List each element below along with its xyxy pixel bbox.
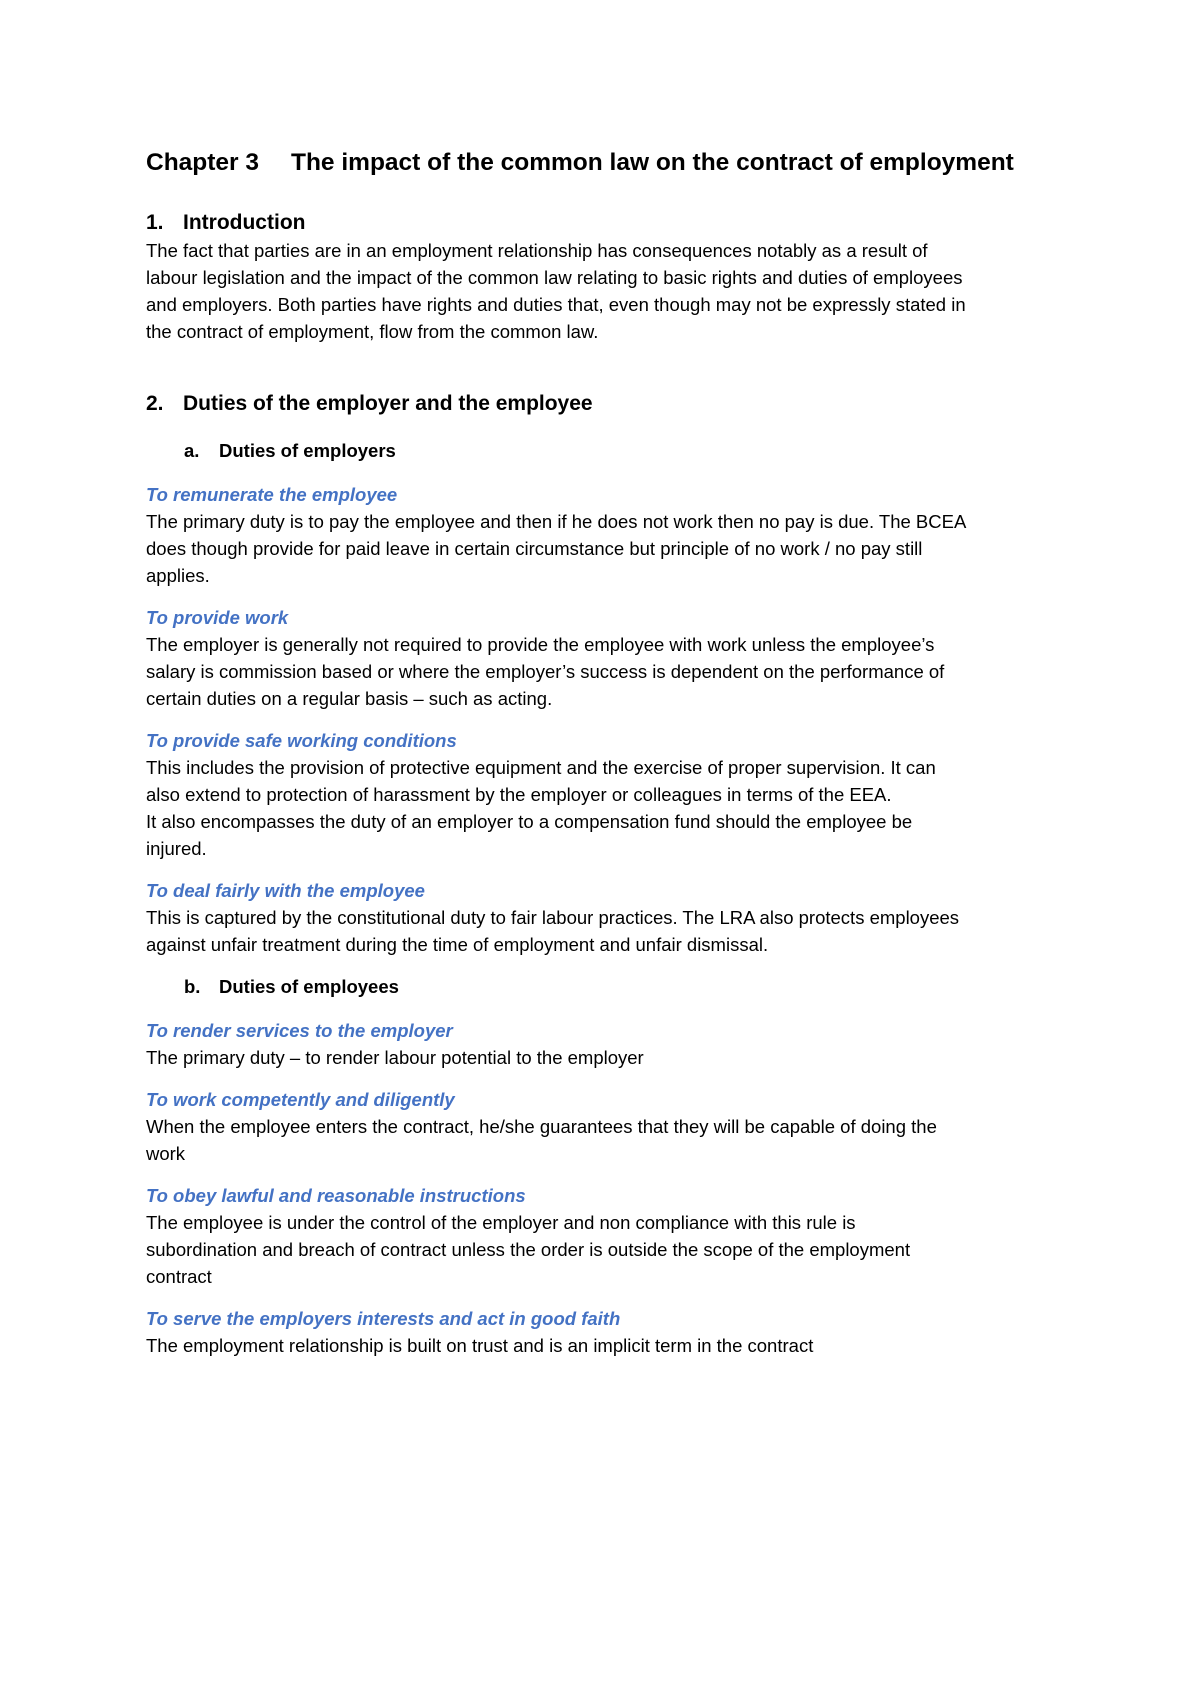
subsection-heading-employers: a. Duties of employers bbox=[184, 440, 396, 461]
duty-item: To render services to the employer The primary duty – to render labour potential to the employer bbox=[146, 1018, 1066, 1071]
duty-title: To provide work bbox=[146, 607, 289, 628]
document-page bbox=[146, 145, 1066, 1359]
duty-item: To provide safe working conditions This includes the provision of protective equipment and the exercise of proper supervision. It can also extend to protection of harassment by the employer or colleagues in terms of the EEA. It also encompasses the duty of an employer to a compensation fund should the employee be injured. bbox=[146, 728, 1066, 862]
duty-item: To provide work The employer is generally not required to provide the employee with work unless the employee’s salary is commission based or where the employer’s success is dependent on the performance of certain duties on a regular basis – such as acting. bbox=[146, 605, 1066, 712]
chapter-heading: The impact of the common law on the contract of employment bbox=[291, 149, 1014, 176]
duty-title: To remunerate the employee bbox=[146, 484, 398, 505]
duty-title: To deal fairly with the employee bbox=[146, 880, 425, 901]
subsection-heading-employees: b. Duties of employees bbox=[184, 976, 399, 997]
duty-title: To provide safe working conditions bbox=[146, 730, 457, 751]
duty-title: To render services to the employer bbox=[146, 1020, 453, 1041]
duty-title: To serve the employers interests and act in good faith bbox=[146, 1308, 621, 1329]
duty-title: To work competently and diligently bbox=[146, 1089, 455, 1110]
duty-item: To deal fairly with the employee This is captured by the constitutional duty to fair labour practices. The LRA also protects employees against unfair treatment during the time of employment and unfair dismissal. bbox=[146, 878, 1066, 958]
chapter-number: Chapter 3 bbox=[146, 149, 260, 176]
chapter-title bbox=[146, 145, 1066, 181]
duty-item: To work competently and diligently When the employee enters the contract, he/she guarantees that they will be capable of doing the work bbox=[146, 1087, 1066, 1167]
duty-title: To obey lawful and reasonable instructions bbox=[146, 1185, 526, 1206]
introduction-paragraph: The fact that parties are in an employment relationship has consequences notably as a result of labour legislation and the impact of the common law relating to basic rights and duties of employees and employers. Both parties have rights and duties that, even though may not be expressly stated in the contract of employment, flow from the common law. bbox=[146, 240, 966, 342]
duty-item: To serve the employers interests and act in good faith The employment relationship is built on trust and is an implicit term in the contract bbox=[146, 1306, 1066, 1359]
duty-item: To obey lawful and reasonable instructions The employee is under the control of the employer and non compliance with this rule is subordination and breach of contract unless the order is outside the scope of the employment contract bbox=[146, 1183, 1066, 1290]
duty-item: To remunerate the employee The primary duty is to pay the employee and then if he does not work then no pay is due. The BCEA does though provide for paid leave in certain circumstance but principle of no work / no pay still applies. bbox=[146, 482, 1066, 589]
section-heading-introduction: 1. Introduction bbox=[146, 211, 306, 234]
section-heading-duties: 2. Duties of the employer and the employee bbox=[146, 392, 593, 415]
